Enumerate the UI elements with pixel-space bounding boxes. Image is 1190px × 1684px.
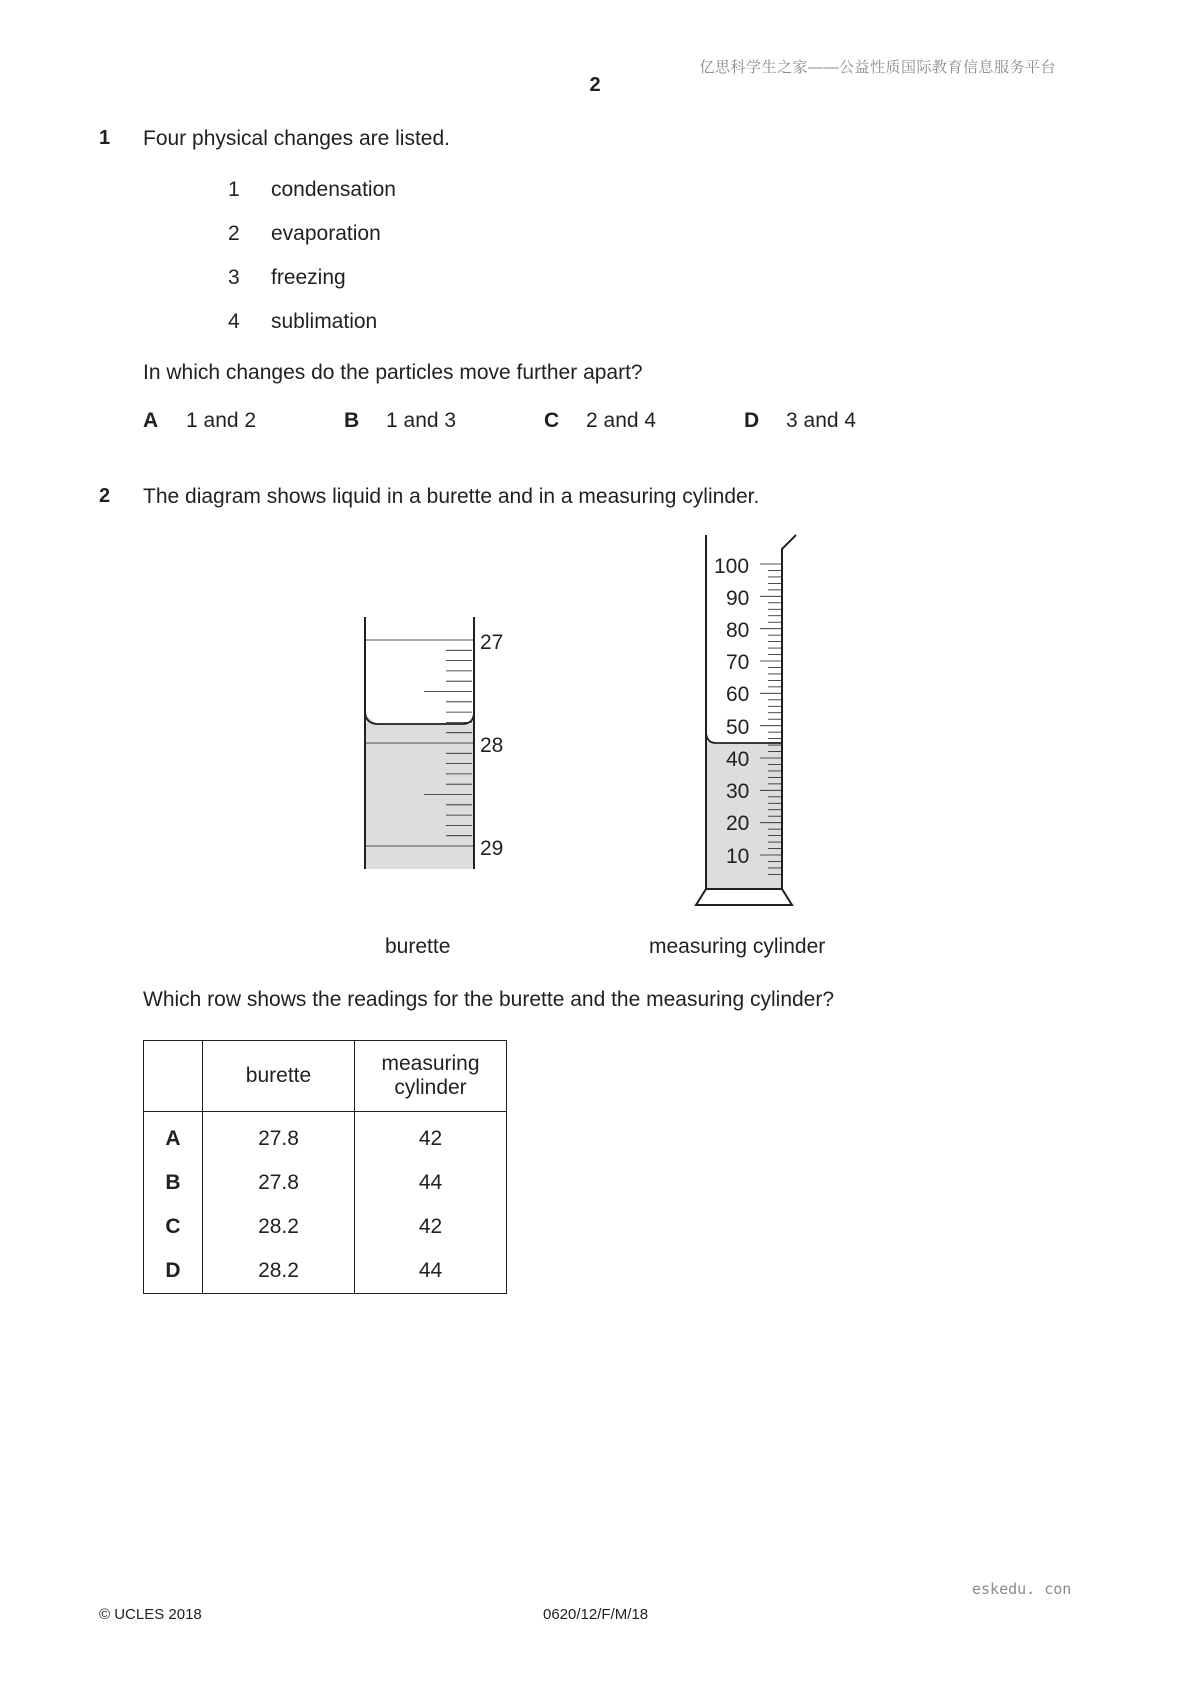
- list-item-text: evaporation: [271, 222, 381, 245]
- burette-caption: burette: [385, 935, 451, 958]
- cylinder-scale-label: 90: [726, 587, 750, 610]
- row-burette-value: 28.2: [203, 1249, 355, 1294]
- row-letter: D: [144, 1249, 203, 1294]
- table-row: [144, 1249, 507, 1294]
- list-item-number: 3: [228, 266, 240, 289]
- row-burette-value: 27.8: [203, 1112, 355, 1162]
- list-item-text: sublimation: [271, 310, 378, 333]
- table-header-cylinder: [355, 1041, 507, 1112]
- question-1-stem: Four physical changes are listed.: [143, 127, 450, 150]
- cylinder-scale-label: 50: [726, 716, 750, 739]
- cylinder-scale-label: 30: [726, 780, 750, 803]
- list-item-text: condensation: [271, 178, 396, 201]
- row-letter: B: [144, 1161, 203, 1205]
- burette-diagram: [365, 617, 474, 869]
- cylinder-scale-label: 40: [726, 748, 750, 771]
- footer-watermark: eskedu. con: [972, 1580, 1072, 1598]
- option-b-letter: B: [344, 409, 360, 432]
- cylinder-scale-label: 100: [714, 555, 750, 578]
- cylinder-scale-label: 20: [726, 812, 750, 835]
- row-cylinder-value: 42: [355, 1205, 507, 1249]
- list-item-number: 4: [228, 310, 240, 333]
- row-burette-value: 28.2: [203, 1205, 355, 1249]
- option-b-text: 1 and 3: [386, 409, 457, 432]
- cylinder-scale-label: 10: [726, 845, 750, 868]
- question-2-number: 2: [99, 485, 111, 507]
- list-item-number: 2: [228, 222, 240, 245]
- footer-copyright: © UCLES 2018: [99, 1606, 202, 1623]
- cylinder-scale-label: 80: [726, 619, 750, 642]
- list-item-text: freezing: [271, 266, 346, 289]
- burette-scale-label: 28: [480, 734, 504, 757]
- row-cylinder-value: 42: [355, 1112, 507, 1162]
- cylinder-scale-label: 70: [726, 651, 750, 674]
- table-header-blank: [144, 1041, 203, 1112]
- cylinder-scale-label: 60: [726, 683, 750, 706]
- cylinder-right-wall: [782, 535, 796, 889]
- question-2-prompt: Which row shows the readings for the burette and the measuring cylinder?: [143, 988, 835, 1011]
- cylinder-caption: measuring cylinder: [649, 935, 826, 958]
- table-row: [144, 1161, 507, 1205]
- answer-table: [143, 1040, 507, 1294]
- row-burette-value: 27.8: [203, 1161, 355, 1205]
- option-c-text: 2 and 4: [586, 409, 657, 432]
- row-cylinder-value: 44: [355, 1249, 507, 1294]
- header-watermark: 亿思科学生之家——公益性质国际教育信息服务平台: [699, 59, 1056, 76]
- table-header-burette: burette: [203, 1041, 355, 1112]
- question-1-number: 1: [99, 127, 111, 149]
- burette-scale-label: 29: [480, 837, 504, 860]
- option-a-text: 1 and 2: [186, 409, 257, 432]
- question-1-prompt: In which changes do the particles move further apart?: [143, 361, 643, 384]
- table-row: [144, 1112, 507, 1162]
- burette-scale-label: 27: [480, 631, 504, 654]
- row-letter: C: [144, 1205, 203, 1249]
- option-d-letter: D: [744, 409, 760, 432]
- table-row: [144, 1205, 507, 1249]
- question-2-stem: The diagram shows liquid in a burette and in a measuring cylinder.: [143, 485, 760, 508]
- footer-code: 0620/12/F/M/18: [543, 1606, 649, 1623]
- option-a-letter: A: [143, 409, 159, 432]
- row-letter: A: [144, 1112, 203, 1162]
- table-header-cylinder-text: measuring cylinder: [381, 1052, 480, 1099]
- row-cylinder-value: 44: [355, 1161, 507, 1205]
- table-header-row: [144, 1041, 507, 1112]
- list-item-number: 1: [228, 178, 240, 201]
- page-number: 2: [589, 74, 601, 96]
- option-d-text: 3 and 4: [786, 409, 857, 432]
- option-c-letter: C: [544, 409, 560, 432]
- cylinder-base: [696, 889, 792, 905]
